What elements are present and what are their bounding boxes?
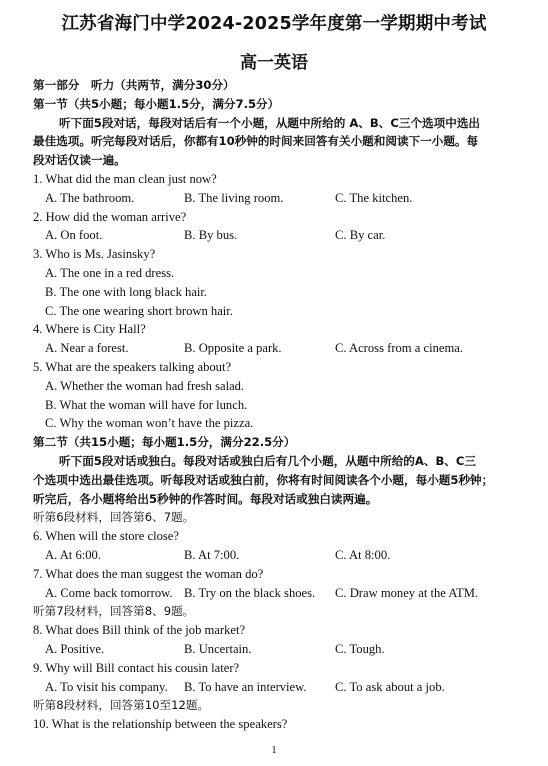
option-c-text: C. Why the woman won’t have the pizza. — [45, 416, 254, 431]
question-2: 2. How did the woman arrive? — [33, 209, 187, 224]
option-b: B. Opposite a park. — [184, 341, 282, 356]
section2-instruction: 听完后，各小题将给出5秒钟的作答时间。每段对话或独白读两遍。 — [33, 491, 378, 506]
exam-content — [33, 76, 523, 734]
options-row — [33, 226, 523, 245]
option-c-text: C. The one wearing short brown hair. — [45, 303, 233, 318]
option-a: A. Positive. — [45, 641, 105, 656]
options-row — [33, 640, 523, 659]
option-b: B. Uncertain. — [184, 641, 252, 656]
section2-instruction: 个选项中选出最佳选项。听每段对话或独白前，你将有时间阅读各个小题，每小题5秒钟； — [33, 472, 494, 487]
question-3: 3. Who is Ms. Jasinsky? — [33, 247, 156, 262]
part-heading: 第一部分 听力（共两节，满分30分） — [33, 78, 235, 92]
option-a-text: A. Whether the woman had fresh salad. — [45, 378, 245, 393]
option-c: C. To ask about a job. — [335, 679, 445, 694]
question-8: 8. What does Bill think of the job market? — [33, 623, 246, 638]
question-9: 9. Why will Bill contact his cousin later? — [33, 660, 240, 675]
option-c — [33, 414, 523, 433]
options-row — [33, 678, 523, 697]
option-c: C. At 8:00. — [335, 547, 391, 562]
option-b-text: B. What the woman will have for lunch. — [45, 397, 248, 412]
section1-heading: 第一节（共5小题；每小题1.5分，满分7.5分） — [33, 96, 280, 111]
option-a — [33, 377, 523, 396]
option-a: A. Come back tomorrow. — [45, 585, 173, 600]
options-row — [33, 189, 523, 208]
exam-title: 江苏省海门中学2024-2025学年度第一学期期中考试 — [61, 14, 487, 34]
option-b: B. The living room. — [184, 190, 284, 205]
material-note: 听第7段材料，回答第8、9题。 — [33, 604, 195, 619]
option-b-text: B. The one with long black hair. — [45, 284, 208, 299]
option-c: C. The kitchen. — [335, 190, 413, 205]
section1-instruction: 最佳选项。听完每段对话后，你都有10秒钟的时间来回答有关小题和阅读下一小题。每 — [33, 134, 479, 149]
option-c: C. Draw money at the ATM. — [335, 585, 479, 600]
option-c: C. Across from a cinema. — [335, 341, 464, 356]
option-a-text: A. The one in a red dress. — [45, 265, 175, 280]
option-c: C. By car. — [335, 228, 386, 243]
question-7: 7. What does the man suggest the woman do? — [33, 566, 264, 581]
section1-instruction: 段对话仅读一遍。 — [33, 153, 126, 168]
question-1: 1. What did the man clean just now? — [33, 171, 217, 186]
section1-instruction: 听下面5段对话，每段对话后有一个小题，从题中所给的 A、B、C三个选项中选出 — [59, 115, 481, 130]
option-b: B. At 7:00. — [184, 547, 240, 562]
material-note: 听第6段材料，回答第6、7题。 — [33, 510, 195, 525]
option-c: C. Tough. — [335, 641, 385, 656]
options-row — [33, 339, 523, 358]
question-10: 10. What is the relationship between the speakers? — [33, 717, 288, 732]
option-b — [33, 283, 523, 302]
option-a: A. At 6:00. — [45, 547, 101, 562]
question-4: 4. Where is City Hall? — [33, 322, 146, 337]
question-6: 6. When will the store close? — [33, 529, 179, 544]
option-a: A. On foot. — [45, 228, 103, 243]
section2-heading: 第二节（共15小题；每小题1.5分，满分22.5分） — [33, 435, 296, 450]
option-a: A. To visit his company. — [45, 679, 168, 694]
option-b: B. To have an interview. — [184, 679, 307, 694]
section2-instruction: 听下面5段对话或独白。每段对话或独白后有几个小题，从题中所给的A、B、C三 — [59, 453, 476, 468]
option-a: A. Near a forest. — [45, 341, 129, 356]
options-row — [33, 584, 523, 603]
page-number: 1 — [271, 744, 277, 756]
material-note: 听第8段材料，回答第10至12题。 — [33, 698, 210, 713]
option-a: A. The bathroom. — [45, 190, 135, 205]
option-c — [33, 302, 523, 321]
option-b — [33, 396, 523, 415]
question-5: 5. What are the speakers talking about? — [33, 359, 232, 374]
exam-subtitle: 高一英语 — [240, 53, 308, 73]
option-a — [33, 264, 523, 283]
option-b: B. Try on the black shoes. — [184, 585, 316, 600]
options-row — [33, 546, 523, 565]
option-b: B. By bus. — [184, 228, 238, 243]
